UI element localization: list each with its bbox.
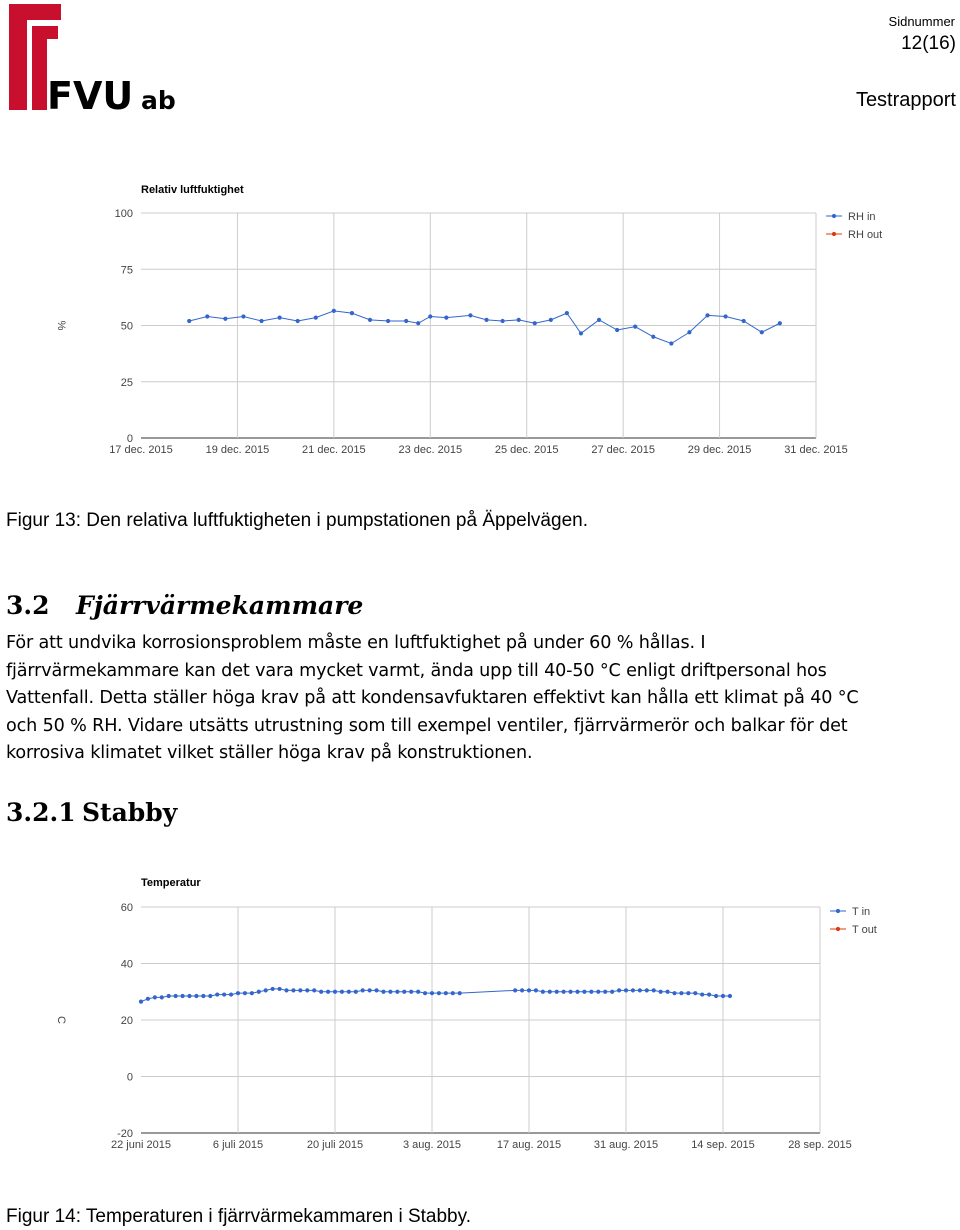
x-tick-label: 22 juni 2015 <box>111 1139 171 1151</box>
data-point <box>665 990 669 994</box>
data-point <box>520 988 524 992</box>
subsection-heading <box>6 798 177 827</box>
data-point <box>589 990 593 994</box>
data-point <box>146 997 150 1001</box>
data-point <box>579 331 583 335</box>
data-point <box>527 988 531 992</box>
data-point <box>582 990 586 994</box>
y-tick-label: 0 <box>126 1071 133 1084</box>
paragraph-line: och 50 % RH. Vidare utsätts utrustning som till exempel ventiler, fjärrvärmerör och balkar för det <box>6 715 848 736</box>
data-point <box>760 330 764 334</box>
data-point <box>160 995 164 999</box>
data-point <box>222 992 226 996</box>
data-point <box>167 994 171 998</box>
data-point <box>693 991 697 995</box>
data-point <box>651 335 655 339</box>
data-point <box>633 325 637 329</box>
data-point <box>205 314 209 318</box>
x-tick-label: 17 aug. 2015 <box>496 1139 562 1151</box>
x-tick-label: 14 sep. 2015 <box>691 1139 755 1151</box>
data-point <box>533 321 537 325</box>
data-point <box>638 988 642 992</box>
data-point <box>305 988 309 992</box>
data-point <box>721 994 725 998</box>
data-point <box>314 316 318 320</box>
paragraph-line: För att undvika korrosionsproblem måste en luftfuktighet på under 60 % hållas. I <box>6 633 706 653</box>
data-point <box>381 990 385 994</box>
data-point <box>679 991 683 995</box>
y-tick-label: 100 <box>114 208 133 220</box>
data-point <box>659 990 663 994</box>
company-logo <box>0 0 200 120</box>
data-point <box>423 991 427 995</box>
data-point <box>624 988 628 992</box>
data-point <box>298 988 302 992</box>
data-point <box>548 990 552 994</box>
legend-marker <box>836 927 840 931</box>
data-point <box>241 314 245 318</box>
data-point <box>430 991 434 995</box>
data-point <box>250 991 254 995</box>
logo-subtext: ab <box>141 86 176 115</box>
data-point <box>501 319 505 323</box>
data-point <box>180 994 184 998</box>
data-point <box>484 318 488 322</box>
data-point <box>333 990 337 994</box>
data-point <box>669 341 673 345</box>
data-point <box>568 990 572 994</box>
data-point <box>215 992 219 996</box>
data-point <box>319 990 323 994</box>
paragraph-line: korrosiva klimatet vilket ställer höga krav på konstruktionen. <box>6 743 533 764</box>
data-point <box>402 990 406 994</box>
data-point <box>672 991 676 995</box>
data-point <box>565 311 569 315</box>
x-tick-label: 3 aug. 2015 <box>402 1139 462 1151</box>
data-point <box>374 988 378 992</box>
data-point <box>264 988 268 992</box>
data-point <box>174 994 178 998</box>
data-point <box>368 988 372 992</box>
data-point <box>332 309 336 313</box>
y-tick-label: 50 <box>120 320 133 333</box>
data-point <box>555 990 559 994</box>
x-tick-label: 27 dec. 2015 <box>591 444 655 456</box>
y-tick-label: 60 <box>120 902 133 914</box>
data-point <box>468 313 472 317</box>
paragraph-line: fjärrvärmekammare kan det vara mycket varmt, ända upp till 40-50 °C enligt driftpersonal hos <box>6 660 827 681</box>
x-tick-label: 31 aug. 2015 <box>593 1139 659 1151</box>
legend-marker <box>832 232 836 236</box>
data-point <box>549 318 553 322</box>
y-axis-label: C <box>55 1016 67 1024</box>
data-point <box>615 328 619 332</box>
data-point <box>700 992 704 996</box>
data-point <box>354 990 358 994</box>
data-point <box>361 988 365 992</box>
data-point <box>428 314 432 318</box>
data-point <box>187 319 191 323</box>
data-point <box>513 988 517 992</box>
series-line <box>189 311 780 344</box>
data-point <box>312 988 316 992</box>
data-point <box>596 990 600 994</box>
data-point <box>597 318 601 322</box>
report-type: Testrapport <box>855 89 956 111</box>
legend-marker <box>832 214 836 218</box>
chart-title: Relativ luftfuktighet <box>141 184 244 196</box>
legend-label: RH in <box>848 211 876 223</box>
data-point <box>617 988 621 992</box>
data-point <box>562 990 566 994</box>
subsection-title: Stabby <box>82 798 178 827</box>
section-heading <box>6 591 363 620</box>
figure-13-caption: Figur 13: Den relativa luftfuktigheten i pumpstationen på Äppelvägen. <box>6 510 588 531</box>
data-point <box>444 316 448 320</box>
humidity-chart <box>0 170 960 470</box>
data-point <box>326 990 330 994</box>
figure-14-caption: Figur 14: Temperaturen i fjärrvärmekammaren i Stabby. <box>6 1206 471 1227</box>
legend-label: T in <box>852 906 871 918</box>
data-point <box>243 991 247 995</box>
data-point <box>610 990 614 994</box>
x-tick-label: 29 dec. 2015 <box>687 444 752 456</box>
x-tick-label: 19 dec. 2015 <box>205 444 270 456</box>
data-point <box>395 990 399 994</box>
data-point <box>603 990 607 994</box>
data-point <box>652 988 656 992</box>
data-point <box>517 318 521 322</box>
data-point <box>451 991 455 995</box>
data-point <box>575 990 579 994</box>
logo-text: FVU <box>47 74 134 118</box>
data-point <box>723 314 727 318</box>
x-tick-label: 28 sep. 2015 <box>788 1139 852 1151</box>
temperature-chart <box>0 865 960 1165</box>
data-point <box>340 990 344 994</box>
data-point <box>388 990 392 994</box>
section-paragraph <box>6 630 951 768</box>
y-axis-label: % <box>55 320 67 331</box>
data-point <box>368 318 372 322</box>
legend-label: RH out <box>848 229 883 241</box>
data-point <box>277 987 281 991</box>
data-point <box>714 994 718 998</box>
section-title: Fjärrvärmekammare <box>76 591 364 620</box>
y-tick-label: 0 <box>126 433 133 445</box>
data-point <box>350 311 354 315</box>
data-point <box>208 994 212 998</box>
data-point <box>347 990 351 994</box>
legend-label: T out <box>852 924 877 936</box>
y-tick-label: -20 <box>117 1128 133 1140</box>
data-point <box>534 988 538 992</box>
data-point <box>386 319 390 323</box>
legend-marker <box>836 909 840 913</box>
data-point <box>631 988 635 992</box>
data-point <box>416 990 420 994</box>
x-tick-label: 21 dec. 2015 <box>302 444 366 456</box>
page-number-label: Sidnummer <box>888 14 955 29</box>
paragraph-line: Vattenfall. Detta ställer höga krav på att kondensavfuktaren effektivt kan hålla ett klimat på 40 °C <box>6 688 859 709</box>
data-point <box>194 994 198 998</box>
y-tick-label: 40 <box>120 958 133 971</box>
data-point <box>728 994 732 998</box>
data-point <box>444 991 448 995</box>
data-point <box>687 330 691 334</box>
data-point <box>404 319 408 323</box>
data-point <box>409 990 413 994</box>
data-point <box>645 988 649 992</box>
data-point <box>296 319 300 323</box>
data-point <box>257 990 261 994</box>
y-tick-label: 25 <box>120 376 133 389</box>
subsection-number: 3.2.1 <box>6 798 76 827</box>
x-tick-label: 17 dec. 2015 <box>109 444 173 456</box>
data-point <box>437 991 441 995</box>
chart-title: Temperatur <box>141 877 201 889</box>
page-number: 12(16) <box>901 33 956 54</box>
data-point <box>187 994 191 998</box>
data-point <box>778 321 782 325</box>
data-point <box>458 991 462 995</box>
data-point <box>291 988 295 992</box>
x-tick-label: 6 juli 2015 <box>212 1139 264 1151</box>
data-point <box>139 1000 143 1004</box>
data-point <box>259 319 263 323</box>
data-point <box>707 992 711 996</box>
data-point <box>223 317 227 321</box>
data-point <box>686 991 690 995</box>
x-tick-label: 25 dec. 2015 <box>494 444 559 456</box>
y-tick-label: 20 <box>120 1015 133 1027</box>
data-point <box>201 994 205 998</box>
data-point <box>229 992 233 996</box>
data-point <box>705 313 709 317</box>
x-tick-label: 31 dec. 2015 <box>784 444 848 456</box>
data-point <box>278 316 282 320</box>
x-tick-label: 20 juli 2015 <box>306 1139 364 1151</box>
data-point <box>284 988 288 992</box>
data-point <box>541 990 545 994</box>
x-tick-label: 23 dec. 2015 <box>398 444 463 456</box>
y-tick-label: 75 <box>120 264 133 277</box>
section-number: 3.2 <box>6 591 50 620</box>
data-point <box>742 319 746 323</box>
data-point <box>271 987 275 991</box>
data-point <box>236 991 240 995</box>
data-point <box>153 995 157 999</box>
data-point <box>416 321 420 325</box>
